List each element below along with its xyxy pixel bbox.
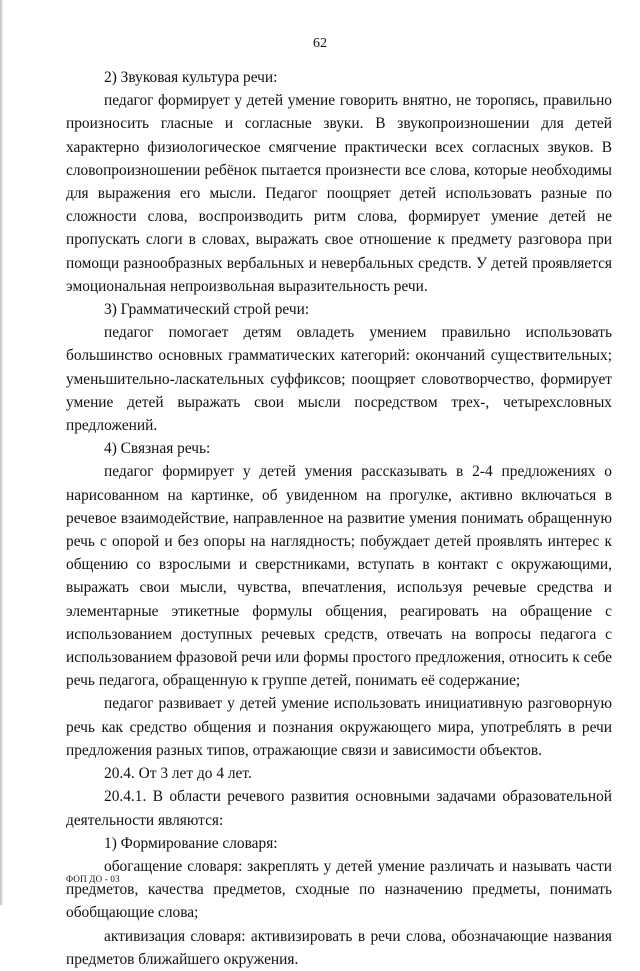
paragraph-sound-culture: педагог формирует у детей умение говорить внятно, не торопясь, правильно произносить гласные и согласные звуки. В звукопроизношении для детей характерно физиологическое смягчение практически всех согласных звуков. В словопроизношении ребёнок пытается произнести все слова, которые необходимы для выражения его мысли. Педагог поощряет детей использовать разные по сложности слова, воспроизводить ритм слова, формирует умение детей не пропускать слоги в словах, выражать свое отношение к предмету разговора при помощи разнообразных вербальных и невербальных средств. У детей проявляется эмоциональная непроизвольная выразительность речи. [66,92,612,295]
paragraph-grammar: педагог помогает детям овладеть умением правильно использовать большинство основных грамматических категорий: окончаний существительных; уменьшительно-ласкательных суффиксов; поощряет словотворчество, формирует умение детей выражать свои мысли посредством трех-, четырехсловных предложений. [66,324,612,435]
subsection-20-4-1: 20.4.1. В области речевого развития основными задачами образовательной деятельности являются: [66,788,612,829]
document-body [66,66,612,971]
page-number: 62 [313,36,327,51]
footer-code: ФОП ДО - 03 [66,874,120,884]
heading-vocabulary: 1) Формирование словаря: [104,834,278,852]
paragraph-vocabulary-activation: активизация словаря: активизировать в речи слова, обозначающие названия предметов ближайшего окружения. [66,927,612,968]
heading-grammar: 3) Грамматический строй речи: [104,301,310,319]
section-age-3-4: 20.4. От 3 лет до 4 лет. [104,765,252,783]
paragraph-initiative-speech: педагог развивает у детей умение использовать инициативную разговорную речь как средство общения и познания окружающего мира, употреблять в речи предложения разных типов, отражающие связи и зависимости объектов. [66,695,612,759]
paragraph-vocabulary-enrichment: обогащение словаря: закреплять у детей умение различать и называть части предметов, качества предметов, сходные по назначению предметы, понимать обобщающие слова; [66,857,612,922]
heading-sound-culture: 2) Звуковая культура речи: [104,69,278,86]
paragraph-connected-speech: педагог формирует у детей умения рассказывать в 2-4 предложениях о нарисованном на картинке, об увиденном на прогулке, активно включаться в речевое взаимодействие, направленное на развитие умения понимать обращенную речь с опорой и без опоры на наглядность; побуждает детей проявлять интерес к общению со взрослыми и сверстниками, вступать в контакт с окружающими, выражать свои мысли, чувства, впечатления, используя речевые средства и элементарные этикетные формулы общения, реагировать на обращение с использованием доступных речевых средств, отвечать на вопросы педагога с использованием фразовой речи или формы простого предложения, относить к себе речь педагога, обращенную к группе детей, понимать её содержание; [66,463,612,690]
heading-connected-speech: 4) Связная речь: [104,440,211,458]
scan-edge [0,0,3,905]
